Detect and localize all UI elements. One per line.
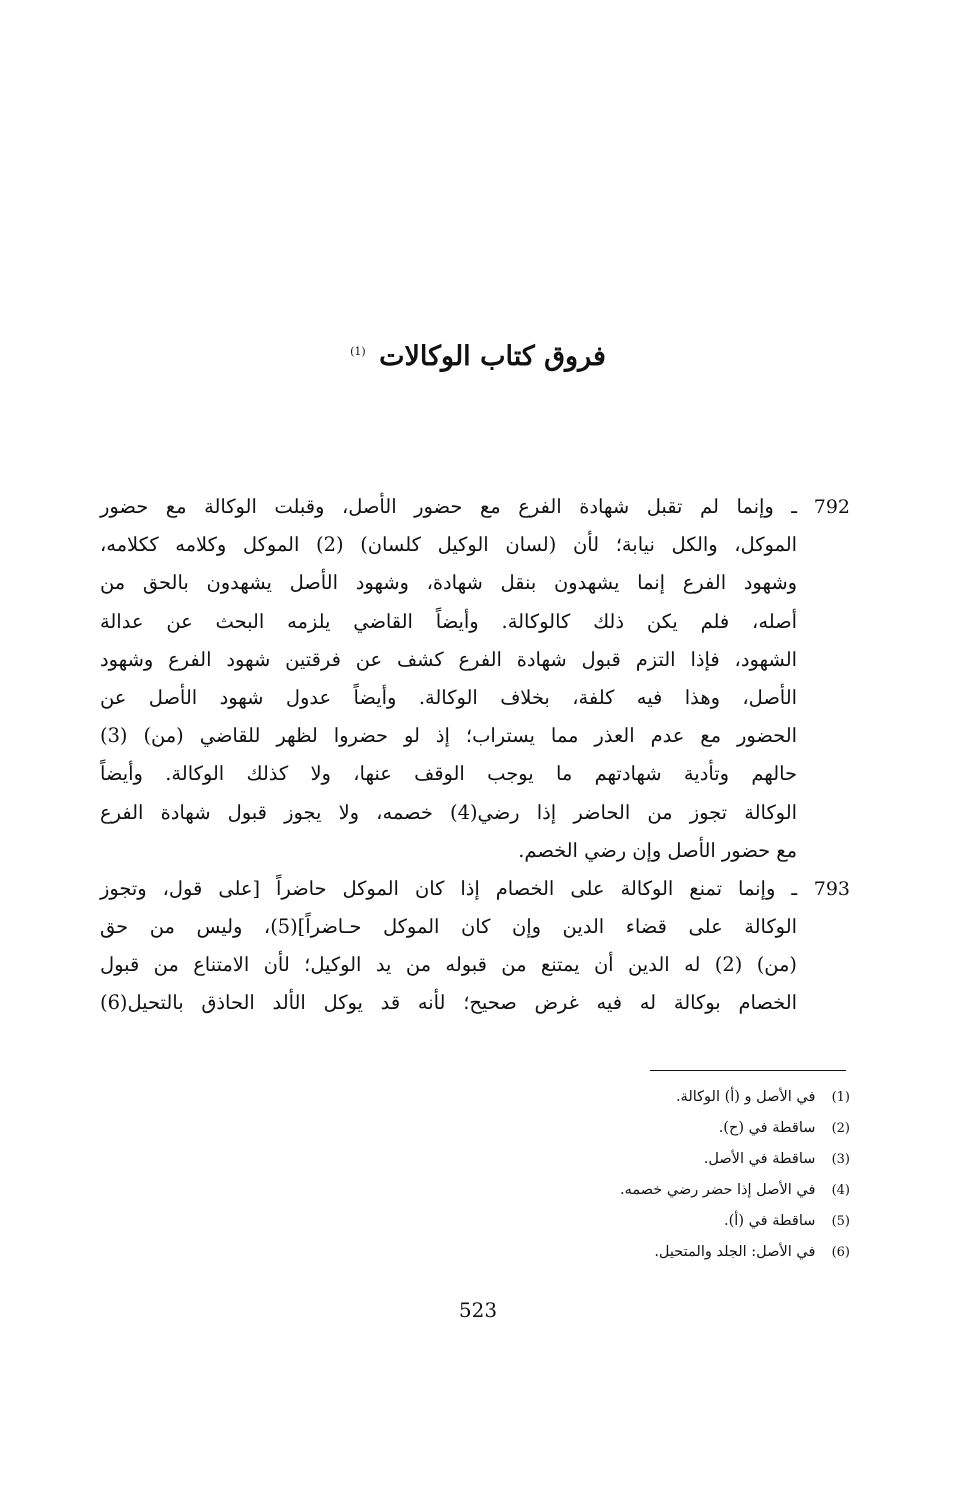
paragraph-793 (100, 870, 850, 1023)
footnote-item (350, 1113, 850, 1144)
text-line: الخصام بوكالة له فيه غرض صحيح؛ لأنه قد يوكل الألد الحاذق بالتحيل(6) (100, 991, 797, 1015)
paragraph-number: 793 (813, 877, 850, 900)
footnote-number: (4) (831, 1183, 850, 1198)
text-line: مع حضور الأصل وإن رضي الخصم. (518, 838, 797, 862)
footnote-item (350, 1175, 850, 1206)
footnote-text: في الأصل إذا حضر رضي خصمه. (619, 1182, 816, 1198)
footnotes (350, 1082, 850, 1268)
text-line: الموكل، والكل نيابة؛ لأن (لسان الوكيل كلسان) (2) الموكل وكلامه ككلامه، (100, 533, 797, 557)
text-line: الحضور مع عدم العذر مما يستراب؛ إذ لو حضروا لظهر للقاضي (من) (3) (100, 724, 797, 748)
text-line: الأصل، وهذا فيه كلفة، بخلاف الوكالة. وأيضاً عدول شهود الأصل عن (100, 685, 797, 709)
footnote-number: (2) (831, 1121, 850, 1136)
footnote-number: (1) (831, 1090, 850, 1105)
footnote-text: ساقطة في (أ). (724, 1213, 816, 1229)
text-line: ـ وإنما لم تقبل شهادة الفرع مع حضور الأصل، وقبلت الوكالة مع حضور (100, 495, 797, 518)
main-text (100, 488, 850, 1023)
paragraph-792 (100, 488, 850, 870)
page-number: 523 (458, 1298, 498, 1322)
footnote-item (350, 1237, 850, 1268)
paragraph-number: 792 (813, 496, 850, 518)
footnote-item (350, 1082, 850, 1113)
text-line: (من) (2) له الدين أن يمتنع من قبوله من يد الوكيل؛ لأن الامتناع من قبول (100, 953, 797, 977)
text-line: الوكالة تجوز من الحاضر إذا رضي(4) خصمه، ولا يجوز قبول شهادة الفرع (100, 800, 797, 824)
text-line: وشهود الفرع إنما يشهدون بنقل شهادة، وشهود الأصل يشهدون بالحق من (100, 571, 797, 595)
text-line: الشهود، فإذا التزم قبول شهادة الفرع كشف عن فرقتين شهود الفرع وشهود (100, 647, 797, 671)
text-line: ـ وإنما تمنع الوكالة على الخصام إذا كان الموكل حاضراً [على قول، وتجوز (100, 876, 797, 900)
footnote-number: (5) (831, 1214, 850, 1229)
text-line: حالهم وتأدية شهادتهم ما يوجب الوقف عنها، ولا كذلك الوكالة. وأيضاً (100, 762, 797, 786)
footnote-number: (3) (831, 1152, 850, 1167)
footnote-item (350, 1144, 850, 1175)
footnote-separator (650, 1070, 846, 1071)
text-line: أصله، فلم يكن ذلك كالوكالة. وأيضاً القاضي يلزمه البحث عن عدالة (100, 609, 797, 633)
footnote-text: ساقطة في الأصل. (703, 1151, 816, 1167)
chapter-title-text: فروق كتاب الوكالات (379, 341, 606, 372)
footnote-text: في الأصل: الجلد والمتحيل. (654, 1244, 816, 1260)
chapter-title (0, 330, 956, 379)
footnote-text: ساقطة في (ح). (718, 1120, 816, 1136)
footnote-item (350, 1206, 850, 1237)
text-line: الوكالة على قضاء الدين وإن كان الموكل حـاضراً](5)، وليس من حق (100, 915, 797, 939)
chapter-title-footnote-ref: (1) (350, 345, 366, 358)
footnote-number: (6) (831, 1245, 850, 1260)
footnote-text: في الأصل و (أ) الوكالة. (675, 1089, 816, 1105)
